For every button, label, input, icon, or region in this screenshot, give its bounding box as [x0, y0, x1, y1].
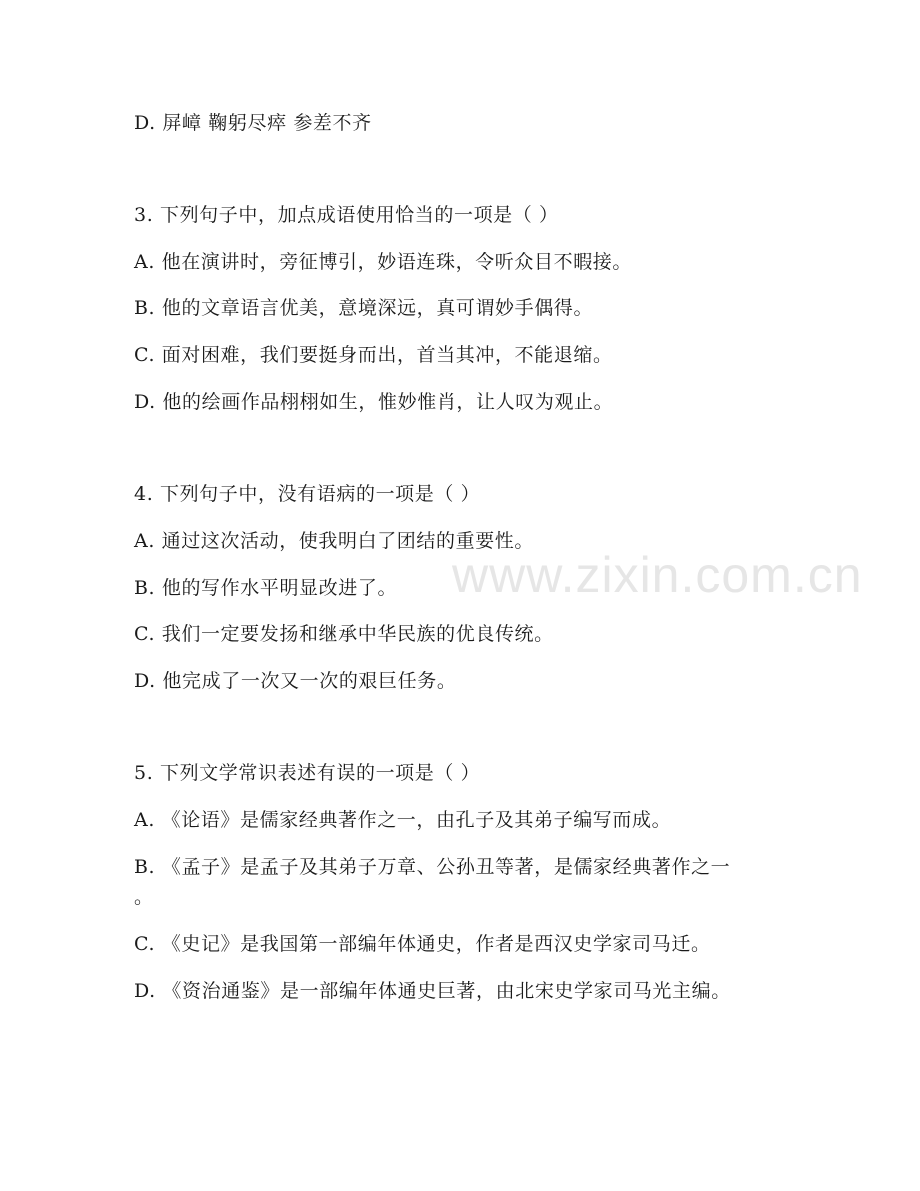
q5-option-c: C. 《史记》是我国第一部编年体通史，作者是西汉史学家司马迁。 — [134, 933, 711, 955]
q3-option-d: D. 他的绘画作品栩栩如生，惟妙惟肖，让人叹为观止。 — [134, 391, 614, 413]
q4-option-b: B. 他的写作水平明显改进了。 — [134, 577, 398, 599]
q4-option-c: C. 我们一定要发扬和继承中华民族的优良传统。 — [134, 623, 554, 645]
q3-option-c: C. 面对困难，我们要挺身而出，首当其冲，不能退缩。 — [134, 344, 613, 366]
q2-option-d: D. 屏嶂 鞠躬尽瘁 参差不齐 — [134, 112, 372, 134]
q5-option-a: A. 《论语》是儒家经典著作之一，由孔子及其弟子编写而成。 — [134, 809, 672, 831]
q4-option-d: D. 他完成了一次又一次的艰巨任务。 — [134, 670, 457, 692]
watermark: www.zixin.com.cn — [452, 547, 863, 603]
q5-option-b-tail: 。 — [134, 886, 154, 908]
q4-stem: 4. 下列句子中，没有语病的一项是（ ） — [134, 483, 481, 505]
q4-option-a: A. 通过这次活动，使我明白了团结的重要性。 — [134, 530, 535, 552]
q3-stem: 3. 下列句子中，加点成语使用恰当的一项是（ ） — [134, 204, 559, 226]
q3-option-b: B. 他的文章语言优美，意境深远，真可谓妙手偶得。 — [134, 297, 594, 319]
q5-option-d: D. 《资治通鉴》是一部编年体通史巨著，由北宋史学家司马光主编。 — [134, 980, 731, 1002]
q5-stem: 5. 下列文学常识表述有误的一项是（ ） — [134, 762, 481, 784]
q3-option-a: A. 他在演讲时，旁征博引，妙语连珠，令听众目不暇接。 — [134, 251, 633, 273]
q5-option-b: B. 《孟子》是孟子及其弟子万章、公孙丑等著，是儒家经典著作之一 — [134, 856, 731, 878]
